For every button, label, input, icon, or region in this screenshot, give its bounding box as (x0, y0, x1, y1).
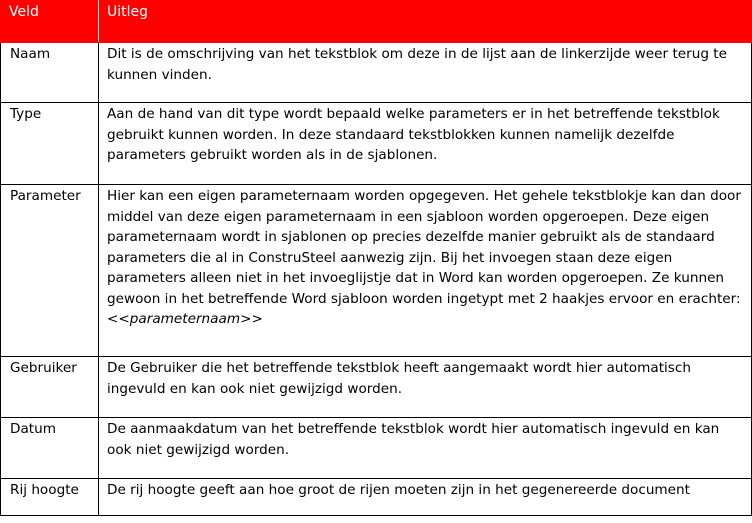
table-row (1, 185, 752, 357)
table-row (1, 43, 752, 103)
field-name-cell: Parameter (1, 185, 99, 357)
field-name-cell: Rij hoogte (1, 479, 99, 516)
field-name-cell: Gebruiker (1, 357, 99, 418)
field-description-cell: De aanmaakdatum van het betreffende tekstblok wordt hier automatisch ingevuld en kan ook niet gewijzigd worden. (99, 418, 752, 479)
table-row (1, 479, 752, 516)
parameter-example: <<parameternaam>> (107, 311, 263, 327)
field-name-cell: Datum (1, 418, 99, 479)
field-name-cell: Naam (1, 43, 99, 103)
table-header (1, 1, 752, 43)
field-description-cell: Aan de hand van dit type wordt bepaald welke parameters er in het betreffende tekstblok gebruikt kunnen worden. In deze standaard tekstblokken kunnen namelijk dezelfde parameters gebruikt worden als in de sjablonen. (99, 103, 752, 185)
header-veld: Veld (1, 1, 99, 43)
field-description-cell: Dit is de omschrijving van het tekstblok om deze in de lijst aan de linkerzijde weer terug te kunnen vinden. (99, 43, 752, 103)
table-row (1, 418, 752, 479)
header-row (1, 1, 752, 43)
field-description-cell: De Gebruiker die het betreffende tekstblok heeft aangemaakt wordt hier automatisch ingevuld en kan ook niet gewijzigd worden. (99, 357, 752, 418)
description-text: Hier kan een eigen parameternaam worden opgegeven. Het gehele tekstblokje kan dan door middel van deze eigen parameternaam in een sjabloon worden opgeroepen. Deze eigen parameternaam wordt in sjablonen op precies dezelfde manier gebruikt als de standaard parameters die al in ConstruSteel aanwezig zijn. Bij het invoegen staan deze eigen parameters alleen niet in het invoeglijstje dat in Word kan worden opgeroepen. Ze kunnen gewoon in het betreffende Word sjabloon worden ingetypt met 2 haakjes ervoor en erachter: (107, 188, 741, 307)
table-row (1, 103, 752, 185)
header-uitleg: Uitleg (99, 1, 752, 43)
table-body (1, 43, 752, 516)
table-row (1, 357, 752, 418)
field-description-cell (99, 185, 752, 357)
field-description-cell: De rij hoogte geeft aan hoe groot de rijen moeten zijn in het gegenereerde document (99, 479, 752, 516)
field-name-cell: Type (1, 103, 99, 185)
